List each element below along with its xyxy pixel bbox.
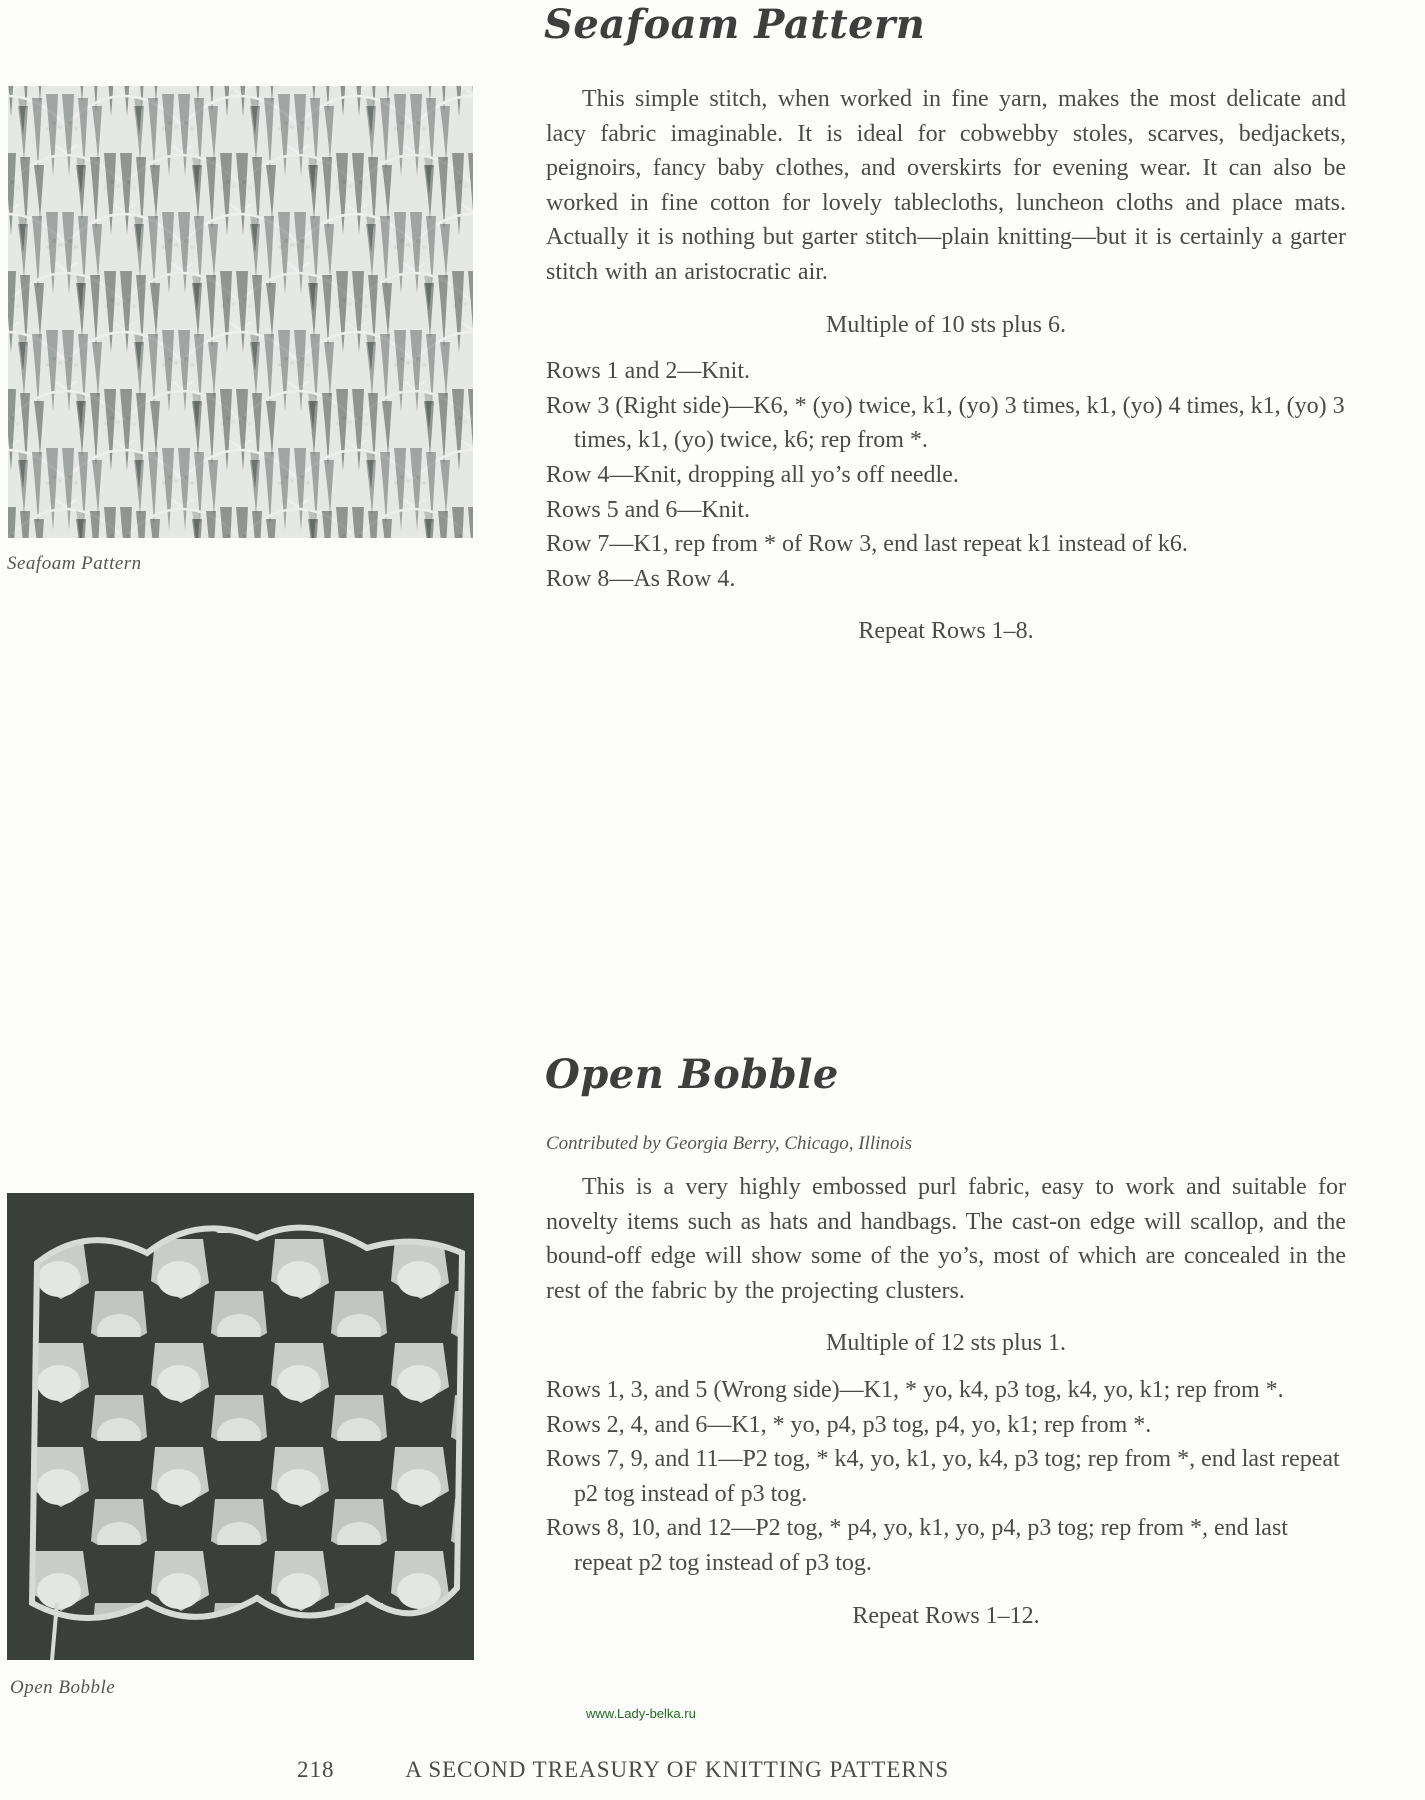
seafoam-intro: This simple stitch, when worked in fine yarn, makes the most delicate and lacy fabric imaginable. It is ideal for cobwebby stoles, scarves, bedjackets, peignoirs, fancy baby clothes, and overskirts for evening wear. It can also be worked in fine cotton for lovely tablecloths, luncheon cloths and place mats. Actually it is nothing but garter stitch—plain knitting—but it is certainly a garter stitch with an aristocratic air. xyxy=(546,86,1346,285)
seafoam-multiple: Multiple of 10 sts plus 6. xyxy=(825,311,1066,338)
instruction-row: Rows 1, 3, and 5 (Wrong side)—K1, * yo, k4, p3 tog, k4, yo, k1; rep from *. xyxy=(546,1376,1284,1403)
instruction-row: Rows 7, 9, and 11—P2 tog, * k4, yo, k1, yo, k4, p3 tog; rep from *, end last repeat p2 tog instead of p3 tog. xyxy=(546,1446,1340,1507)
seafoam-lace-image xyxy=(8,86,473,538)
watermark-link[interactable]: www.Lady-belka.ru xyxy=(586,1706,696,1721)
seafoam-photo-caption: Seafoam Pattern xyxy=(7,553,142,574)
instruction-row: Row 7—K1, rep from * of Row 3, end last repeat k1 instead of k6. xyxy=(546,531,1188,558)
instruction-row: Row 4—Knit, dropping all yo’s off needle. xyxy=(546,461,959,488)
instruction-row: Row 8—As Row 4. xyxy=(546,565,736,592)
open-bobble-body xyxy=(546,1170,1346,1633)
book-title: A SECOND TREASURY OF KNITTING PATTERNS xyxy=(405,1757,950,1782)
instruction-row: Rows 8, 10, and 12—P2 tog, * p4, yo, k1, yo, p4, p3 tog; rep from *, end last repeat p2 tog instead of p3 tog. xyxy=(546,1515,1288,1576)
open-bobble-intro: This is a very highly embossed purl fabric, easy to work and suitable for novelty items such as hats and handbags. The cast-on edge will scallop, and the bound-off edge will show some of the yo’s, most of which are concealed in the rest of the fabric by the projecting clusters. xyxy=(546,1174,1346,1304)
open-bobble-multiple: Multiple of 12 sts plus 1. xyxy=(825,1330,1066,1357)
open-bobble-repeat: Repeat Rows 1–12. xyxy=(852,1602,1040,1629)
seafoam-title: Seafoam Pattern xyxy=(544,1,926,48)
page-number: 218 xyxy=(297,1757,335,1782)
instruction-row: Rows 5 and 6—Knit. xyxy=(546,496,750,523)
open-bobble-photo-caption: Open Bobble xyxy=(10,1677,116,1698)
seafoam-row-instructions xyxy=(546,354,1346,596)
open-bobble-image xyxy=(7,1193,474,1660)
seafoam-photo xyxy=(8,86,473,538)
open-bobble-row-instructions xyxy=(546,1373,1346,1581)
seafoam-repeat: Repeat Rows 1–8. xyxy=(858,618,1034,645)
open-bobble-contributor: Contributed by Georgia Berry, Chicago, Illinois xyxy=(546,1133,913,1154)
open-bobble-photo xyxy=(7,1193,474,1660)
instruction-row: Rows 1 and 2—Knit. xyxy=(546,358,750,385)
open-bobble-title: Open Bobble xyxy=(545,1051,839,1098)
instruction-row: Rows 2, 4, and 6—K1, * yo, p4, p3 tog, p4, yo, k1; rep from *. xyxy=(546,1411,1152,1438)
seafoam-body xyxy=(546,82,1346,649)
instruction-row: Row 3 (Right side)—K6, * (yo) twice, k1, (yo) 3 times, k1, (yo) 4 times, k1, (yo) 3 times, k1, (yo) twice, k6; rep from *. xyxy=(546,392,1345,454)
page-footer xyxy=(297,1757,949,1783)
